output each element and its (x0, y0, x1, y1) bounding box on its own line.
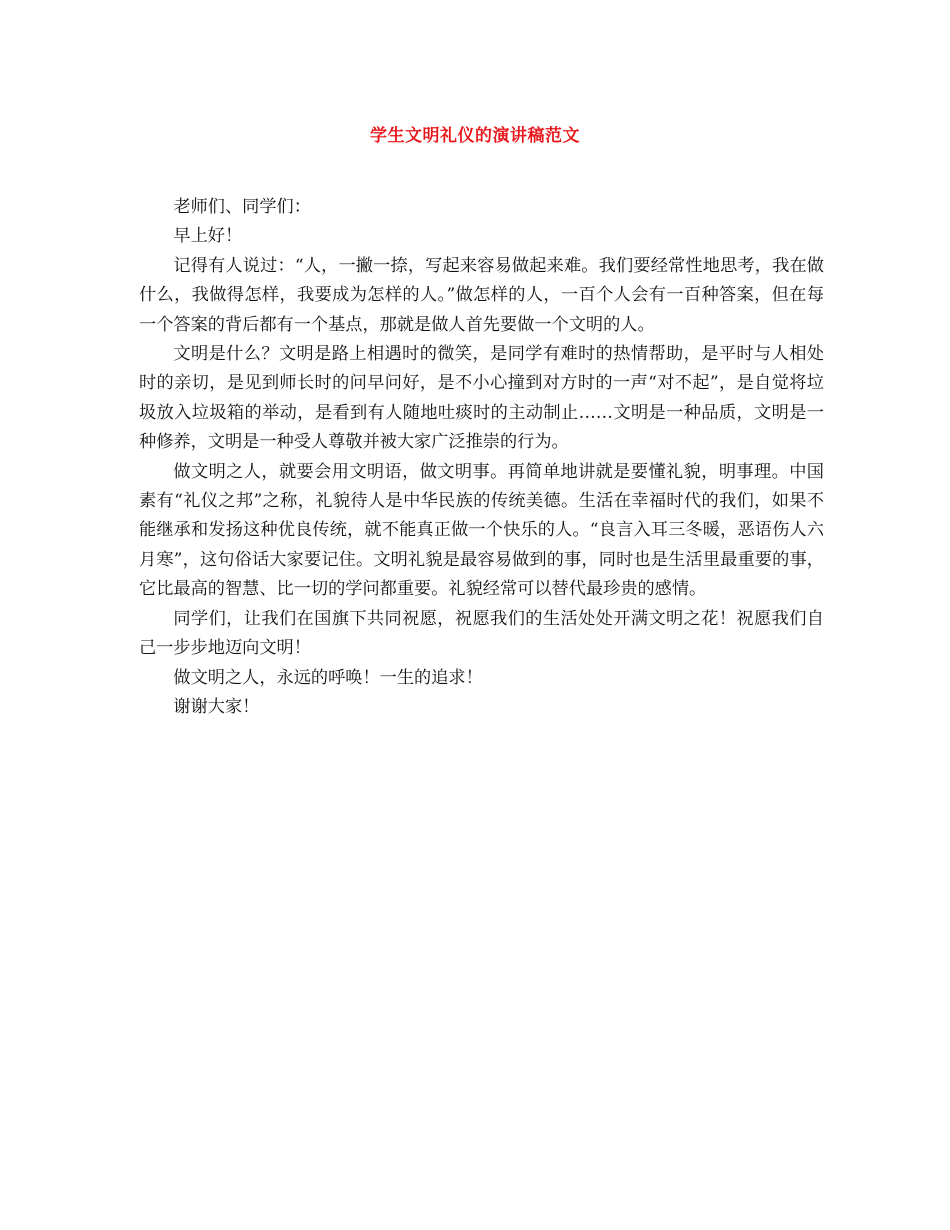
paragraph-what-is-civility: 文明是什么？文明是路上相遇时的微笑，是同学有难时的热情帮助，是平时与人相处时的亲切，是见到师长时的问早问好，是不小心撞到对方时的一声“对不起”，是自觉将垃圾放入垃圾箱的举动，是看到有人随地吐痰时的主动制止……文明是一种品质，文明是一种修养，文明是一种受人尊敬并被大家广泛推崇的行为。 (139, 344, 824, 453)
paragraph-call: 做文明之人，永远的呼唤！一生的追求！ (173, 667, 483, 688)
paragraph-intro: 记得有人说过：“人，一撇一捺，写起来容易做起来难。我们要经常性地思考，我在做什么，我做得怎样，我要成为怎样的人。”做怎样的人，一百个人会有一百种答案，但在每一个答案的背后都有一个基点，那就是做人首先要做一个文明的人。 (139, 255, 824, 335)
paragraph-be-civil: 做文明之人，就要会用文明语，做文明事。再简单地讲就是要懂礼貌，明事理。中国素有“礼仪之邦”之称，礼貌待人是中华民族的传统美德。生活在幸福时代的我们，如果不能继承和发扬这种优良传统，就不能真正做一个快乐的人。“良言入耳三冬暖，恶语伤人六月寒”，这句俗话大家要记住。文明礼貌是最容易做到的事，同时也是生活里最重要的事，它比最高的智慧、比一切的学问都重要。礼貌经常可以替代最珍贵的感情。 (139, 461, 824, 600)
paragraph-good-morning: 早上好！ (173, 226, 243, 247)
document-title: 学生文明礼仪的演讲稿范文 (370, 126, 580, 146)
paragraph-greeting: 老师们、同学们： (173, 197, 311, 217)
document-body (139, 193, 824, 722)
paragraph-wish: 同学们，让我们在国旗下共同祝愿，祝愿我们的生活处处开满文明之花！祝愿我们自己一步步地迈向文明！ (139, 608, 824, 659)
paragraph-thanks: 谢谢大家！ (173, 696, 260, 717)
